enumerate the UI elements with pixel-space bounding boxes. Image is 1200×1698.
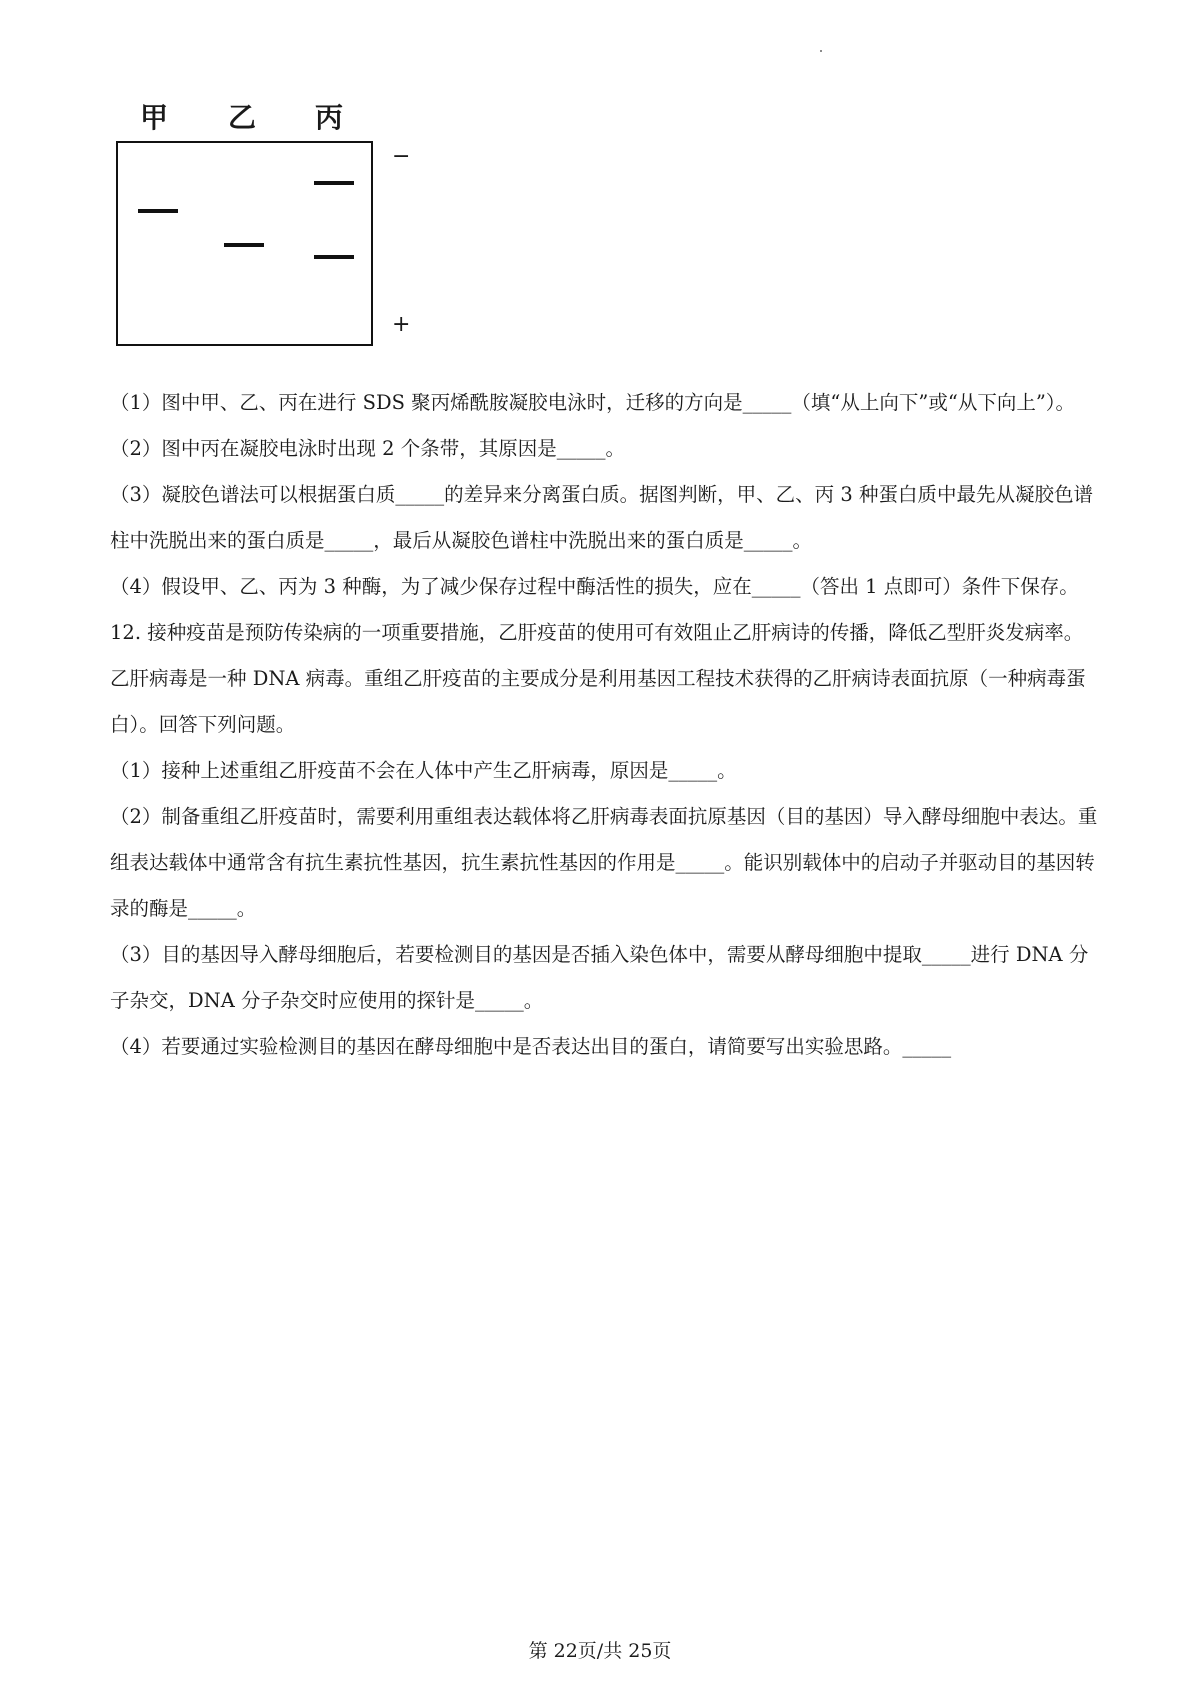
section1-questions xyxy=(110,380,1098,1070)
question-12-part-4: （4）若要通过实验检测目的基因在酵母细胞中是否表达出目的蛋白，请简要写出实验思路。_____ xyxy=(110,1035,952,1058)
band-bing-lower xyxy=(314,255,354,259)
negative-electrode-label: − xyxy=(392,144,411,169)
page-footer: 第 22页/共 25页 xyxy=(528,1640,672,1662)
band-yi xyxy=(224,243,264,247)
lane-label-bing: 丙 xyxy=(315,101,344,134)
question-part-2: （2）图中丙在凝胶电泳时出现 2 个条带，其原因是_____。 xyxy=(110,437,625,460)
question-part-3: （3）凝胶色谱法可以根据蛋白质_____的差异来分离蛋白质。据图判断，甲、乙、丙 3 种蛋白质中最先从凝胶色谱柱中洗脱出来的蛋白质是_____，最后从凝胶色谱柱中洗脱出来的蛋白质是_____。 xyxy=(110,483,1093,552)
gel-box xyxy=(116,141,373,346)
lane-label-yi: 乙 xyxy=(228,101,257,134)
question-12-part-1: （1）接种上述重组乙肝疫苗不会在人体中产生乙肝病毒，原因是_____。 xyxy=(110,759,737,782)
question-12-stem: 12. 接种疫苗是预防传染病的一项重要措施，乙肝疫苗的使用可有效阻止乙肝病诗的传播，降低乙型肝炎发病率。乙肝病毒是一种 DNA 病毒。重组乙肝疫苗的主要成分是利用基因工程技术获得的乙肝病诗表面抗原（一种病毒蛋白）。回答下列问题。 xyxy=(110,621,1086,736)
band-bing-upper xyxy=(314,181,354,185)
question-part-4: （4）假设甲、乙、丙为 3 种酶，为了减少保存过程中酶活性的损失，应在_____（答出 1 点即可）条件下保存。 xyxy=(110,575,1079,598)
question-12-part-3: （3）目的基因导入酵母细胞后，若要检测目的基因是否插入染色体中，需要从酵母细胞中提取_____进行 DNA 分子杂交，DNA 分子杂交时应使用的探针是_____。 xyxy=(110,943,1089,1012)
question-12-part-2: （2）制备重组乙肝疫苗时，需要利用重组表达载体将乙肝病毒表面抗原基因（目的基因）导入酵母细胞中表达。重组表达载体中通常含有抗生素抗性基因，抗生素抗性基因的作用是_____。能识别载体中的启动子并驱动目的基因转录的酶是_____。 xyxy=(110,805,1098,920)
band-jia xyxy=(138,209,178,213)
positive-electrode-label: + xyxy=(392,312,411,337)
question-part-1: （1）图中甲、乙、丙在进行 SDS 聚丙烯酰胺凝胶电泳时，迁移的方向是_____（填“从上向下”或“从下向上”）。 xyxy=(110,391,1076,414)
electrophoresis-figure xyxy=(0,0,1200,360)
lane-label-jia: 甲 xyxy=(140,101,169,134)
